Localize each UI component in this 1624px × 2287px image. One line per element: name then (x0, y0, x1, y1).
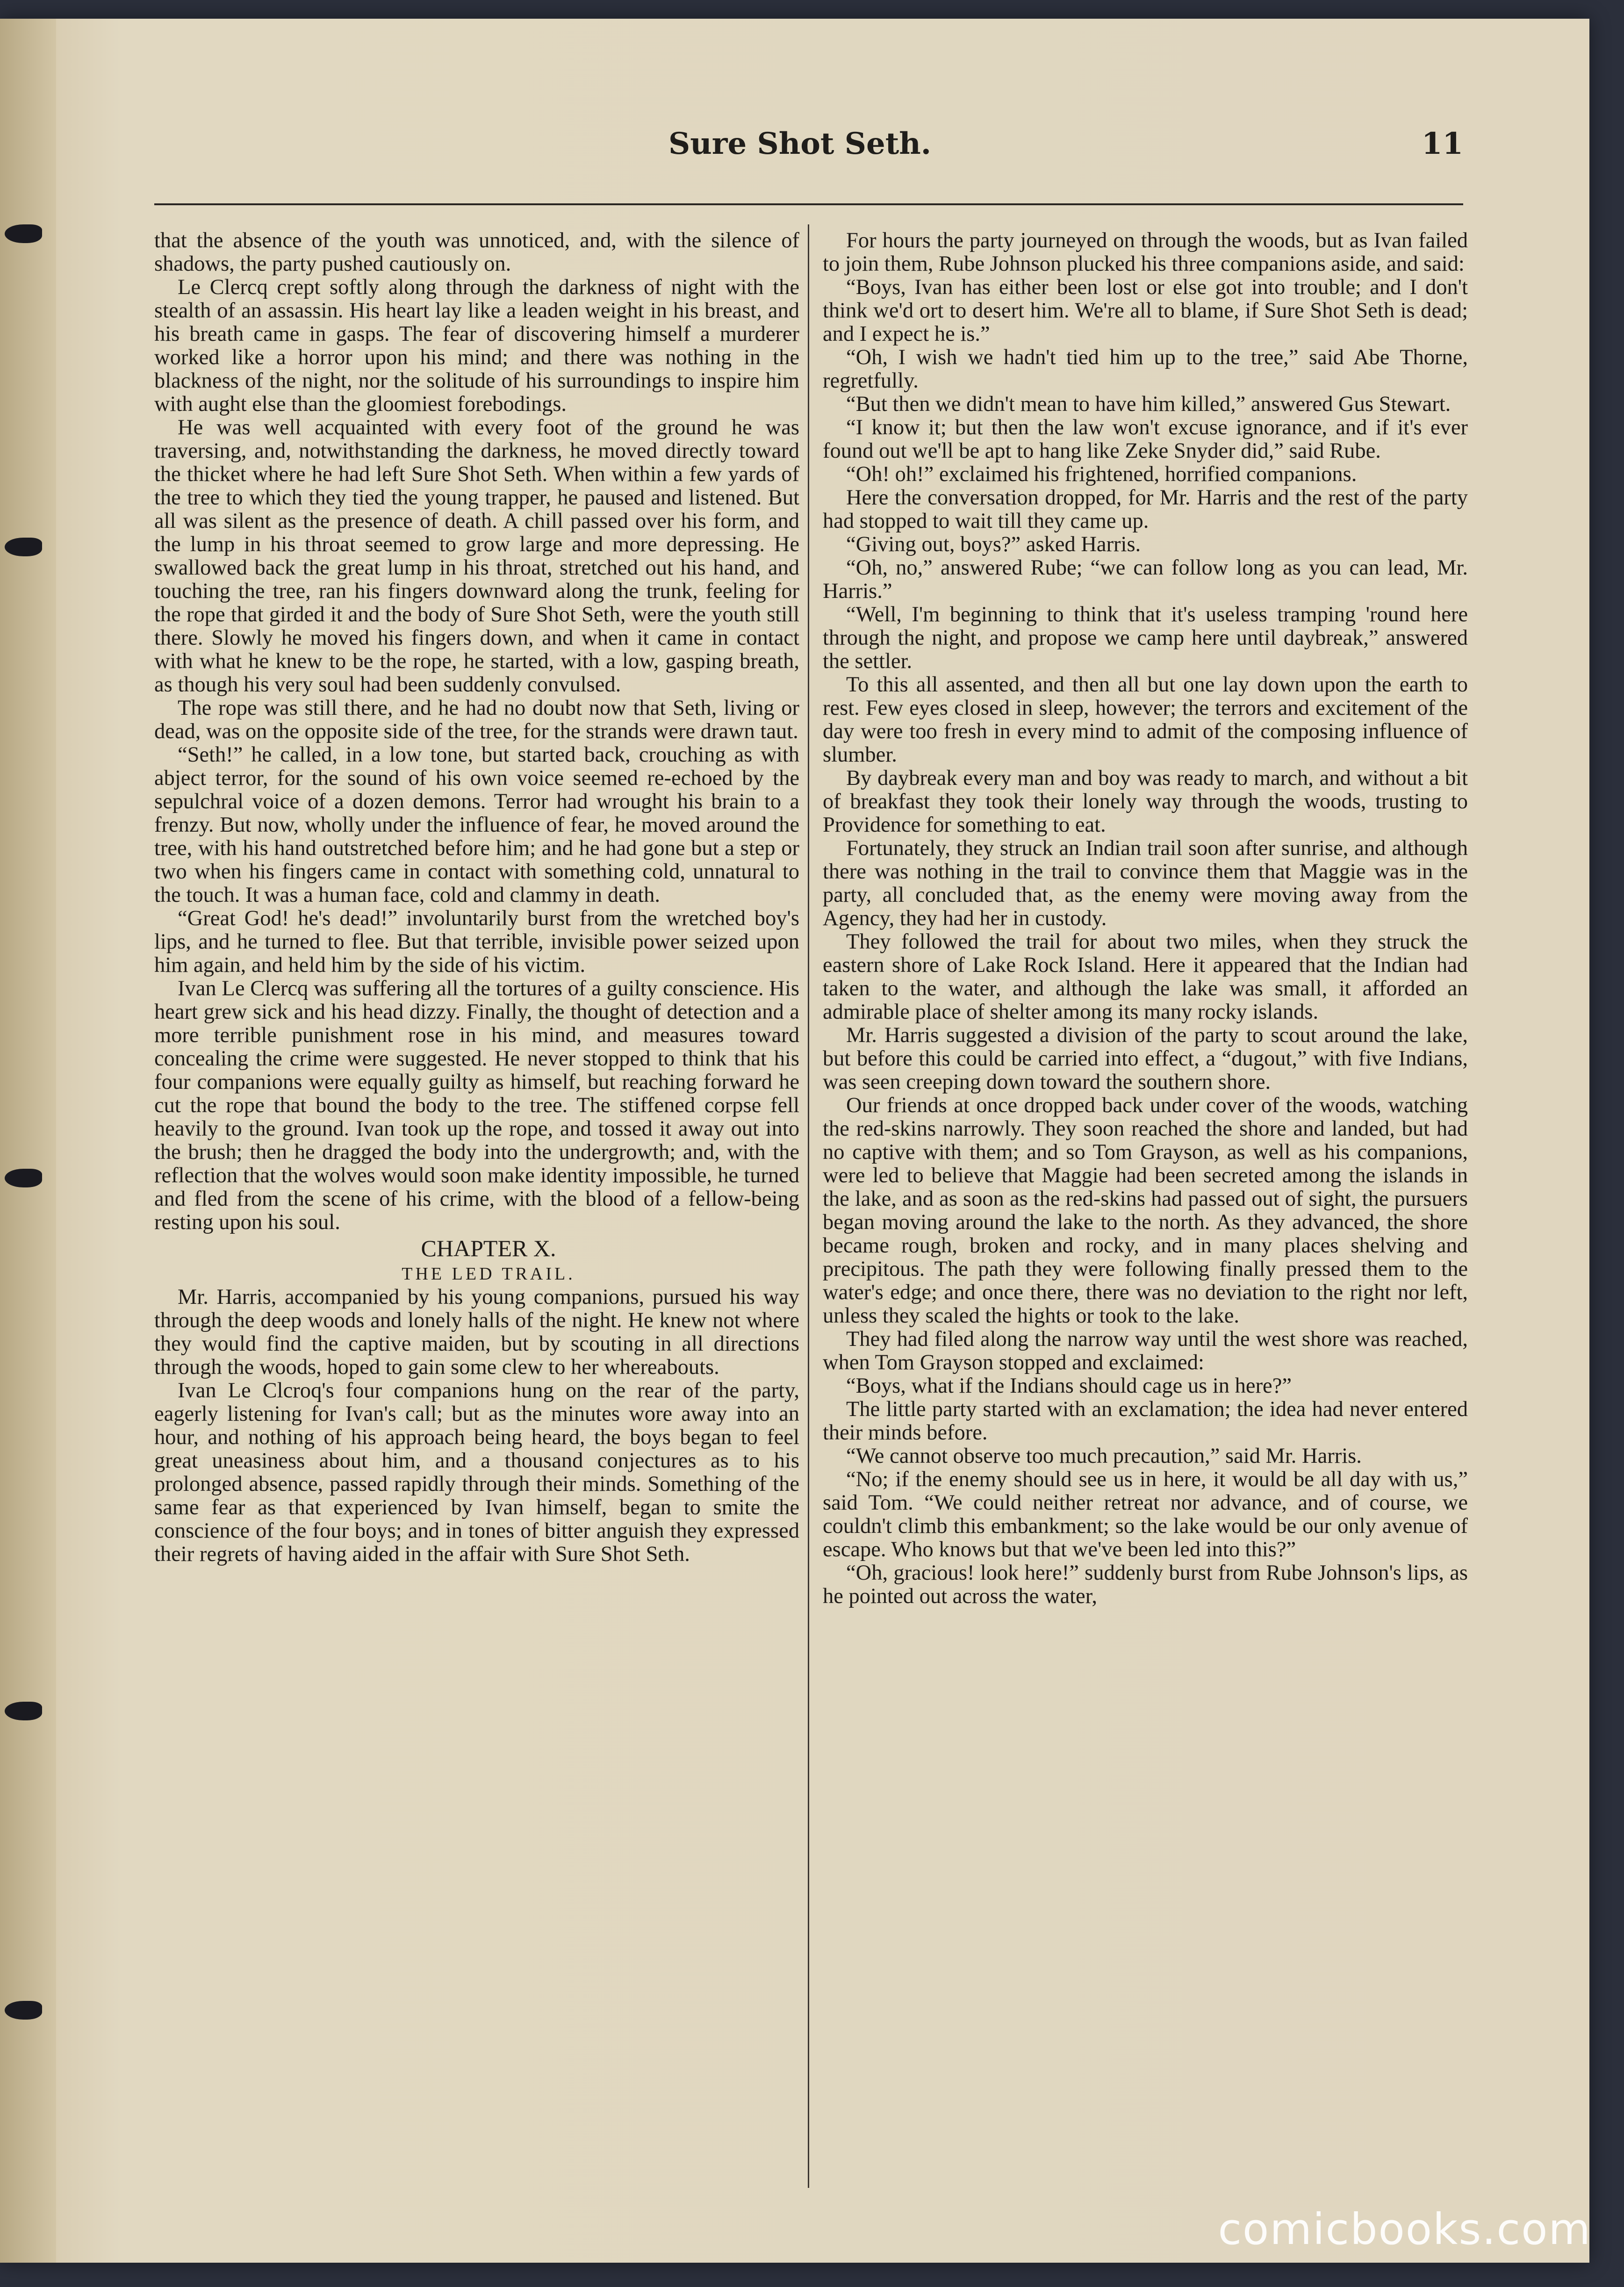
paragraph: Mr. Harris, accompanied by his young companions, pursued his way through the deep woods and lonely halls of the night. He knew not where they would find the captive maiden, but by scouting in all directions through the woods, hoped to gain some clew to her whereabouts. (154, 1285, 799, 1379)
paragraph: The little party started with an exclamation; the idea had never entered their minds before. (823, 1397, 1468, 1445)
paragraph: Le Clercq crept softly along through the darkness of night with the stealth of an assassin. His heart lay like a leaden weight in his breast, and his breath came in gasps. The fear of discovering himself a murderer worked like a horror upon his mind; and there was nothing in the blackness of the night, nor the solitude of his surroundings to inspire him with aught else than the gloomiest forebodings. (154, 275, 799, 416)
chapter-title: CHAPTER X. (421, 1235, 556, 1261)
paragraph: “Great God! he's dead!” involuntarily burst from the wretched boy's lips, and he turned to flee. But that terrible, invisible power seized upon him again, and held him by the side of his victim. (154, 906, 799, 977)
paragraph: Here the conversation dropped, for Mr. Harris and the rest of the party had stopped to wait till they came up. (823, 486, 1468, 533)
header-rule (154, 203, 1463, 205)
paragraph: “Oh, no,” answered Rube; “we can follow long as you can lead, Mr. Harris.” (823, 556, 1468, 603)
paragraph: Ivan Le Clcroq's four companions hung on the rear of the party, eagerly listening for Ivan's call; but as the minutes wore away into an hour, and nothing of his approach being heard, the boys began to feel great uneasiness about him, and a thousand conjectures as to his prolonged absence, passed rapidly through their minds. Something of the same fear as that experienced by Ivan himself, began to smite the conscience of the four boys; and in tones of bitter anguish they expressed their regrets of having aided in the affair with Sure Shot Seth. (154, 1379, 799, 1566)
paragraph: To this all assented, and then all but one lay down upon the earth to rest. Few eyes closed in sleep, however; the terrors and excitement of the day were too fresh in every mind to admit of the composing influence of slumber. (823, 673, 1468, 767)
staple-hole (5, 1702, 42, 1720)
paragraph: The rope was still there, and he had no doubt now that Seth, living or dead, was on the opposite side of the tree, for the strands were drawn taut. (154, 696, 799, 743)
paragraph: “Boys, Ivan has either been lost or else got into trouble; and I don't think we'd ort to desert him. We're all to blame, if Sure Shot Seth is dead; and I expect he is.” (823, 275, 1468, 346)
staple-hole (5, 1169, 42, 1187)
page-header (154, 126, 1463, 178)
left-column (154, 229, 799, 1566)
paragraph: “Well, I'm beginning to think that it's useless tramping 'round here through the night, and propose we camp here until daybreak,” answered the settler. (823, 603, 1468, 673)
page-binding (0, 19, 56, 2263)
paragraph: He was well acquainted with every foot of the ground he was traversing, and, notwithstanding the darkness, he moved directly toward the thicket where he had left Sure Shot Seth. When within a few yards of the tree to which they tied the young trapper, he paused and listened. But all was silent as the presence of death. A chill passed over his form, and the lump in his throat seemed to grow large and more depressing. He swallowed back the great lump in his throat, stretched out his hand, and touching the tree, ran his fingers downward along the trunk, feeling for the rope that girded it and the body of Sure Shot Seth, were the youth still there. Slowly he moved his fingers down, and when it came in contact with what he knew to be the rope, he started, with a low, gasping breath, as though his very soul had been suddenly convulsed. (154, 416, 799, 697)
paragraph: “Oh, gracious! look here!” suddenly burst from Rube Johnson's lips, as he pointed out across the water, (823, 1561, 1468, 1608)
page-number: 11 (1421, 126, 1463, 161)
paragraph: “I know it; but then the law won't excuse ignorance, and if it's ever found out we'll be apt to hang like Zeke Snyder did,” said Rube. (823, 416, 1468, 463)
staple-hole (5, 224, 42, 243)
paragraph: They followed the trail for about two miles, when they struck the eastern shore of Lake Rock Island. Here it appeared that the Indian had taken to the water, and although the lake was small, it afforded an admirable place of shelter among its many rocky islands. (823, 930, 1468, 1024)
paragraph: “Seth!” he called, in a low tone, but started back, crouching as with abject terror, for the sound of his own voice seemed re-echoed by the sepulchral voice of a dozen demons. Terror had wrought his brain to a frenzy. But now, wholly under the influence of fear, he moved around the tree, with his hand outstretched before him; and he had gone but a step or two when his fingers came in contact with something cold, unnatural to the touch. It was a human face, cold and clammy in death. (154, 743, 799, 907)
paragraph: “No; if the enemy should see us in here, it would be all day with us,” said Tom. “We could neither retreat nor advance, and of course, we couldn't climb this embankment; so the lake would be our only avenue of escape. Who knows but that we've been led into this?” (823, 1467, 1468, 1561)
chapter-subtitle: THE LED TRAIL. (402, 1264, 575, 1284)
paragraph: Ivan Le Clercq was suffering all the tortures of a guilty conscience. His heart grew sick and his head dizzy. Finally, the thought of detection and a more terrible punishment rose in his mind, and measures toward concealing the crime were suggested. He never stopped to think that his four companions were equally guilty as himself, but reaching forward he cut the rope that bound the body to the tree. The stiffened corpse fell heavily to the ground. Ivan took up the rope, and tossed it away out into the brush; then he dragged the body into the undergrowth; and, with the reflection that the wolves would soon make identity impossible, he turned and fled from the scene of his crime, with the blood of a fellow-being resting upon his soul. (154, 977, 799, 1234)
staple-hole (5, 538, 42, 556)
paragraph: For hours the party journeyed on through the woods, but as Ivan failed to join them, Rube Johnson plucked his three companions aside, and said: (823, 229, 1468, 276)
paragraph: “Boys, what if the Indians should cage us in here?” (846, 1374, 1292, 1398)
site-watermark: comicbooks.com (1218, 2204, 1591, 2254)
paragraph: By daybreak every man and boy was ready to march, and without a bit of breakfast they took their lonely way through the woods, trusting to Providence for something to eat. (823, 766, 1468, 837)
running-title: Sure Shot Seth. (668, 126, 932, 161)
paragraph: Mr. Harris suggested a division of the party to scout around the lake, but before this could be carried into effect, a “dugout,” with five Indians, was seen creeping down toward the southern shore. (823, 1023, 1468, 1094)
paragraph: that the absence of the youth was unnoticed, and, with the silence of shadows, the party pushed cautiously on. (154, 229, 799, 276)
paragraph: Our friends at once dropped back under cover of the woods, watching the red-skins narrowly. They soon reached the shore and landed, but had no captive with them; and so Tom Grayson, as well as his companions, were led to believe that Maggie had been secreted among the islands in the lake, and as soon as the red-skins had passed out of sight, the pursuers began moving around the lake to the north. As they advanced, the shore became rough, broken and rocky, and in many places shelving and precipitous. The path they were following finally pressed them to the water's edge; and once there, there was no deviation to the right nor left, unless they scaled the hights or took to the lake. (823, 1093, 1468, 1328)
paragraph: “Giving out, boys?” asked Harris. (846, 532, 1141, 556)
column-divider (808, 224, 809, 2188)
staple-hole (5, 2001, 42, 2020)
paragraph: They had filed along the narrow way until the west shore was reached, when Tom Grayson stopped and exclaimed: (823, 1327, 1468, 1374)
right-column (823, 229, 1468, 1608)
paragraph: “We cannot observe too much precaution,” said Mr. Harris. (846, 1444, 1362, 1468)
paragraph: “Oh! oh!” exclaimed his frightened, horrified companions. (846, 462, 1357, 486)
paragraph: “But then we didn't mean to have him killed,” answered Gus Stewart. (846, 392, 1451, 416)
paragraph: “Oh, I wish we hadn't tied him up to the tree,” said Abe Thorne, regretfully. (823, 345, 1468, 393)
paragraph: Fortunately, they struck an Indian trail soon after sunrise, and although there was nothing in the trail to convince them that Maggie was in the party, all concluded that, as the enemy were moving away from the Agency, they had her in custody. (823, 836, 1468, 930)
